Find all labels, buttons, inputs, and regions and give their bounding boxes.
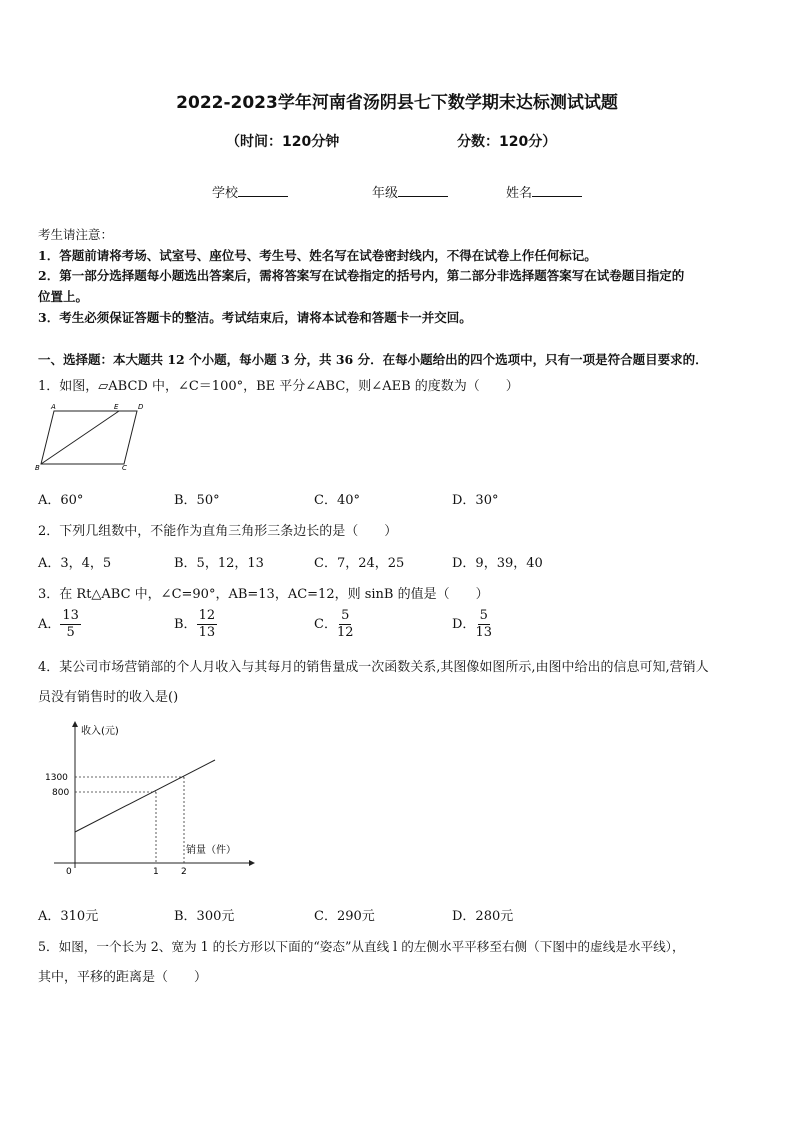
question-4-stem: 员没有销售时的收入是() — [38, 690, 179, 705]
name-label: 姓名 — [506, 186, 533, 201]
tick-label: 0 — [66, 867, 72, 877]
option-b[interactable] — [174, 608, 217, 641]
fraction: $\frac{5}{12}$ — [336, 608, 354, 640]
notice-item: 3．考生必须保证答题卡的整洁。考试结束后，请将本试卷和答题卡一并交回。 — [38, 310, 472, 325]
tick-label: 2 — [181, 867, 187, 877]
vertex-label: C — [122, 464, 127, 472]
question-5-stem: 其中，平移的距离是（ ） — [38, 970, 208, 985]
option-c[interactable] — [314, 608, 354, 641]
tick-label: 800 — [52, 788, 70, 798]
income-graph — [40, 718, 260, 880]
question-4-stem: 4．某公司市场营销部的个人月收入与其每月的销售量成一次函数关系,其图像如图所示,由图中给出的信息可知,营销人 — [38, 660, 709, 675]
option-a[interactable]: A．310元 — [38, 909, 99, 924]
section-heading: 一、选择题：本大题共 12 个小题，每小题 3 分，共 36 分．在每小题给出的四个选项中，只有一项是符合题目要求的． — [38, 352, 708, 367]
option-d[interactable]: D．30° — [452, 493, 499, 508]
name-field[interactable] — [506, 182, 582, 201]
time-label: （时间：120分钟 — [226, 134, 340, 150]
option-b[interactable]: B．5，12，13 — [174, 556, 264, 571]
vertex-label: E — [114, 403, 119, 411]
tick-label: 1300 — [45, 773, 68, 783]
notice-item: 位置上。 — [38, 289, 89, 304]
notice-item: 1．答题前请将考场、试室号、座位号、考生号、姓名写在试卷密封线内，不得在试卷上作任何标记。 — [38, 248, 597, 263]
option-a[interactable]: A．60° — [38, 493, 84, 508]
option-letter: C． — [314, 617, 337, 632]
fraction: $\frac{13}{5}$ — [62, 608, 79, 640]
y-axis-label: 收入(元) — [81, 726, 119, 737]
option-a[interactable]: A．3，4，5 — [38, 556, 112, 571]
notice-heading: 考生请注意： — [38, 227, 114, 242]
vertex-label: B — [35, 464, 40, 472]
tick-label: 1 — [153, 867, 159, 877]
option-d[interactable] — [452, 608, 492, 641]
option-letter: B． — [174, 617, 197, 632]
option-c[interactable]: C．40° — [314, 493, 360, 508]
question-3-stem: 3．在 Rt△ABC 中，∠C=90°，AB=13，AC=12，则 sinB 的值是（ ） — [38, 587, 489, 602]
page-title: 2022-2023学年河南省汤阴县七下数学期末达标测试试题 — [176, 93, 618, 113]
notice-item: 2．第一部分选择题每小题选出答案后，需将答案写在试卷指定的括号内，第二部分非选择题答案写在试卷题目指定的 — [38, 268, 685, 283]
parallelogram-figure — [34, 402, 152, 472]
school-field[interactable] — [212, 182, 288, 201]
option-d[interactable]: D．9，39，40 — [452, 556, 543, 571]
option-c[interactable]: C．7，24，25 — [314, 556, 405, 571]
fraction: $\frac{12}{13}$ — [198, 608, 216, 640]
option-d[interactable]: D．280元 — [452, 909, 514, 924]
grade-field[interactable] — [372, 182, 448, 201]
option-letter: A． — [38, 617, 61, 632]
option-a[interactable] — [38, 608, 81, 641]
x-axis-label: 销量（件） — [186, 845, 236, 856]
option-c[interactable]: C．290元 — [314, 909, 375, 924]
question-1-stem: 1．如图，▱ABCD 中，∠C＝100°，BE 平分∠ABC，则∠AEB 的度数为（ ） — [38, 379, 519, 394]
vertex-label: D — [138, 403, 144, 411]
option-b[interactable]: B．300元 — [174, 909, 235, 924]
fraction: $\frac{5}{13}$ — [475, 608, 492, 640]
school-blank[interactable] — [238, 184, 288, 197]
score-label: 分数：120分） — [457, 134, 557, 150]
name-blank[interactable] — [532, 184, 582, 197]
function-line — [75, 760, 215, 832]
vertex-label: A — [51, 403, 56, 411]
grade-label: 年级 — [372, 186, 399, 201]
question-2-stem: 2．下列几组数中，不能作为直角三角形三条边长的是（ ） — [38, 524, 398, 539]
school-label: 学校 — [212, 186, 239, 201]
question-5-stem: 5．如图，一个长为 2、宽为 1 的长方形以下面的“姿态”从直线 l 的左侧水平平移至右侧（下图中的虚线是水平线）， — [38, 939, 685, 954]
option-letter: D． — [452, 617, 476, 632]
grade-blank[interactable] — [398, 184, 448, 197]
option-b[interactable]: B．50° — [174, 493, 220, 508]
